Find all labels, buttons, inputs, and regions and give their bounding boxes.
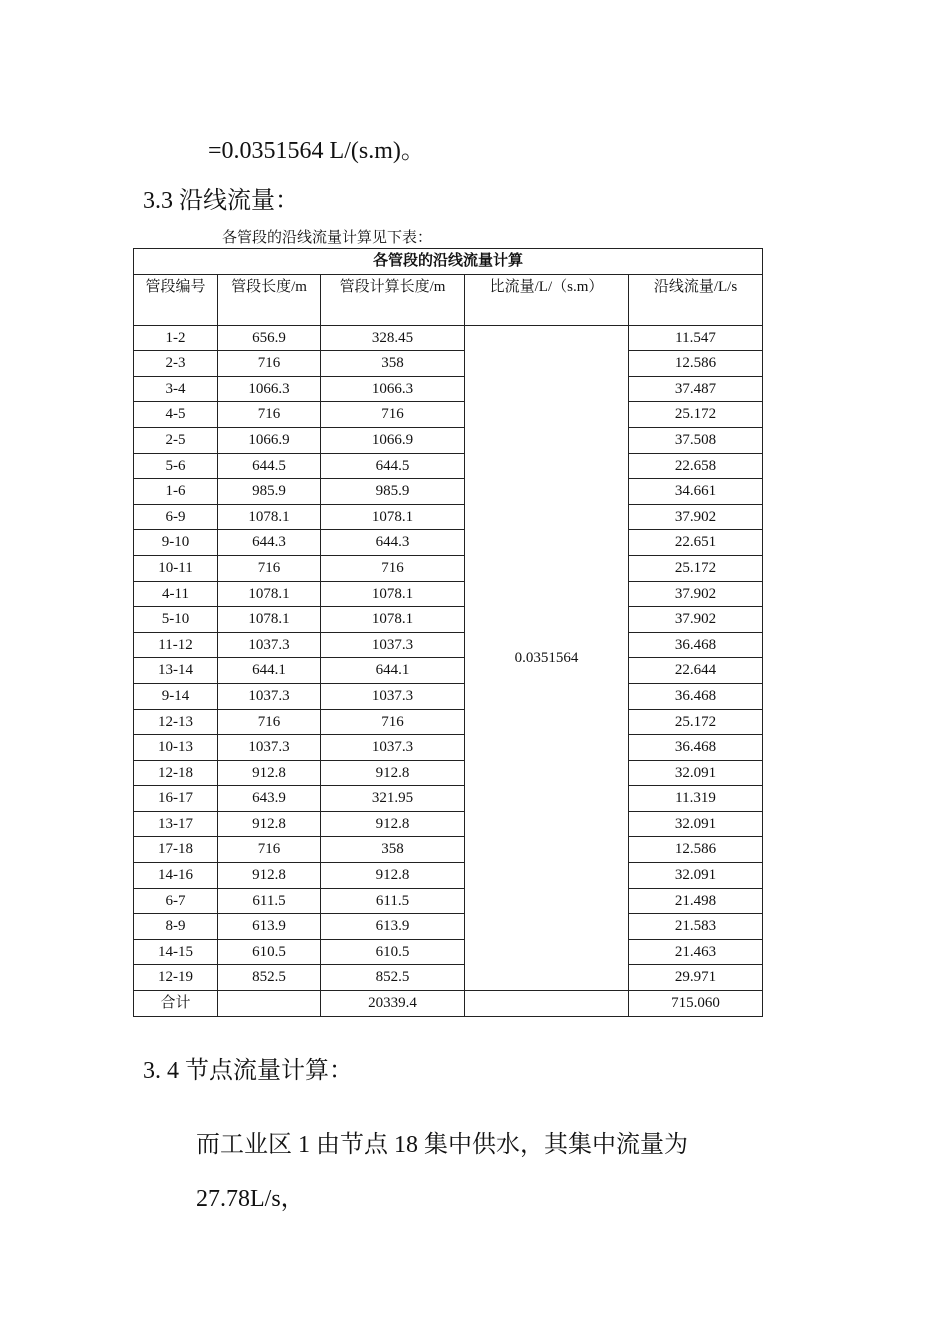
cell-calc-length: 328.45 [321,325,465,351]
table-header-row [134,274,763,325]
cell-line-flow: 29.971 [629,965,763,991]
cell-line-flow: 37.487 [629,376,763,402]
table-row [134,709,763,735]
cell-calc-length: 1078.1 [321,607,465,633]
paragraph-line-2: 27.78L/s， [196,1186,305,1212]
cell-line-flow: 22.644 [629,658,763,684]
table-row [134,683,763,709]
cell-pipe-length: 1037.3 [218,735,321,761]
specific-flow-formula: =0.0351564 L/(s.m)。 [208,138,425,164]
section-heading-3-3: 3.3 沿线流量： [143,188,299,214]
cell-line-flow: 37.902 [629,581,763,607]
cell-line-flow: 22.658 [629,453,763,479]
table-row [134,530,763,556]
cell-calc-length: 1037.3 [321,632,465,658]
table-row [134,939,763,965]
cell-pipe-length: 613.9 [218,914,321,940]
cell-pipe-id: 12-19 [134,965,218,991]
cell-line-flow: 32.091 [629,760,763,786]
table-caption: 各管段的沿线流量计算见下表： [222,230,433,246]
cell-line-flow: 21.583 [629,914,763,940]
paragraph-line-1: 而工业区 1 由节点 18 集中供水，其集中流量为 [196,1132,688,1158]
table-row [134,811,763,837]
cell-line-flow: 36.468 [629,683,763,709]
cell-pipe-id: 16-17 [134,786,218,812]
cell-calc-length: 852.5 [321,965,465,991]
cell-pipe-length: 643.9 [218,786,321,812]
cell-pipe-length: 716 [218,709,321,735]
table-row [134,325,763,351]
cell-calc-length: 985.9 [321,479,465,505]
section-heading-3-4: 3. 4 节点流量计算： [143,1058,353,1084]
cell-line-flow: 21.498 [629,888,763,914]
cell-calc-length: 321.95 [321,786,465,812]
header-pipe-id: 管段编号 [134,274,218,325]
total-ratio [465,991,629,1017]
cell-calc-length: 358 [321,837,465,863]
cell-calc-length: 644.5 [321,453,465,479]
table-row [134,914,763,940]
cell-pipe-id: 14-16 [134,863,218,889]
cell-line-flow: 32.091 [629,863,763,889]
cell-pipe-length: 611.5 [218,888,321,914]
cell-pipe-length: 912.8 [218,760,321,786]
cell-pipe-length: 644.1 [218,658,321,684]
cell-pipe-length: 716 [218,837,321,863]
table-row [134,402,763,428]
table-row [134,837,763,863]
total-length [218,991,321,1017]
table-row [134,351,763,377]
cell-line-flow: 37.508 [629,427,763,453]
cell-pipe-id: 4-5 [134,402,218,428]
cell-calc-length: 611.5 [321,888,465,914]
cell-pipe-length: 656.9 [218,325,321,351]
cell-pipe-id: 12-13 [134,709,218,735]
cell-pipe-id: 13-14 [134,658,218,684]
table-row [134,427,763,453]
cell-calc-length: 1078.1 [321,581,465,607]
cell-line-flow: 25.172 [629,555,763,581]
cell-pipe-id: 3-4 [134,376,218,402]
cell-line-flow: 37.902 [629,607,763,633]
cell-pipe-length: 1078.1 [218,504,321,530]
cell-pipe-length: 1078.1 [218,581,321,607]
cell-line-flow: 25.172 [629,402,763,428]
cell-line-flow: 36.468 [629,632,763,658]
cell-line-flow: 11.319 [629,786,763,812]
table-row [134,376,763,402]
table-row [134,888,763,914]
cell-pipe-id: 1-2 [134,325,218,351]
cell-pipe-length: 716 [218,351,321,377]
cell-calc-length: 716 [321,402,465,428]
cell-pipe-id: 5-10 [134,607,218,633]
cell-calc-length: 613.9 [321,914,465,940]
header-line-flow: 沿线流量/L/s [629,274,763,325]
cell-pipe-length: 985.9 [218,479,321,505]
cell-pipe-length: 716 [218,402,321,428]
header-pipe-length: 管段长度/m [218,274,321,325]
cell-pipe-id: 5-6 [134,453,218,479]
cell-line-flow: 12.586 [629,351,763,377]
header-specific-flow: 比流量/L/（s.m） [465,274,629,325]
total-calc-length: 20339.4 [321,991,465,1017]
table-row [134,863,763,889]
cell-pipe-length: 1078.1 [218,607,321,633]
cell-pipe-id: 17-18 [134,837,218,863]
cell-pipe-length: 912.8 [218,811,321,837]
table-title: 各管段的沿线流量计算 [134,249,763,275]
table-row [134,735,763,761]
cell-pipe-id: 4-11 [134,581,218,607]
cell-pipe-id: 9-14 [134,683,218,709]
cell-line-flow: 36.468 [629,735,763,761]
cell-pipe-length: 1066.9 [218,427,321,453]
header-calc-length: 管段计算长度/m [321,274,465,325]
cell-pipe-id: 13-17 [134,811,218,837]
table-row [134,965,763,991]
cell-pipe-id: 1-6 [134,479,218,505]
cell-pipe-id: 9-10 [134,530,218,556]
cell-line-flow: 12.586 [629,837,763,863]
cell-pipe-id: 6-7 [134,888,218,914]
total-flow: 715.060 [629,991,763,1017]
cell-pipe-length: 716 [218,555,321,581]
cell-line-flow: 11.547 [629,325,763,351]
cell-calc-length: 912.8 [321,863,465,889]
cell-calc-length: 1078.1 [321,504,465,530]
cell-line-flow: 34.661 [629,479,763,505]
cell-calc-length: 644.1 [321,658,465,684]
cell-pipe-id: 14-15 [134,939,218,965]
cell-calc-length: 610.5 [321,939,465,965]
cell-pipe-id: 8-9 [134,914,218,940]
cell-pipe-length: 1037.3 [218,683,321,709]
cell-line-flow: 37.902 [629,504,763,530]
cell-calc-length: 358 [321,351,465,377]
cell-pipe-id: 11-12 [134,632,218,658]
table-row [134,760,763,786]
cell-pipe-id: 2-5 [134,427,218,453]
cell-calc-length: 1037.3 [321,735,465,761]
pipe-flow-table [133,248,763,1017]
table-row [134,581,763,607]
cell-calc-length: 1066.9 [321,427,465,453]
cell-pipe-length: 852.5 [218,965,321,991]
table-row [134,504,763,530]
cell-pipe-id: 10-13 [134,735,218,761]
cell-calc-length: 912.8 [321,760,465,786]
cell-pipe-length: 1037.3 [218,632,321,658]
cell-pipe-id: 12-18 [134,760,218,786]
cell-calc-length: 1066.3 [321,376,465,402]
cell-pipe-length: 1066.3 [218,376,321,402]
cell-line-flow: 21.463 [629,939,763,965]
cell-calc-length: 716 [321,709,465,735]
table-row [134,555,763,581]
table-row [134,632,763,658]
table-total-row [134,991,763,1017]
table-row [134,479,763,505]
cell-pipe-length: 644.5 [218,453,321,479]
cell-pipe-length: 912.8 [218,863,321,889]
cell-calc-length: 1037.3 [321,683,465,709]
cell-pipe-id: 10-11 [134,555,218,581]
cell-pipe-length: 610.5 [218,939,321,965]
table-row [134,786,763,812]
cell-line-flow: 25.172 [629,709,763,735]
cell-pipe-id: 2-3 [134,351,218,377]
cell-pipe-length: 644.3 [218,530,321,556]
table-row [134,453,763,479]
table-row [134,658,763,684]
total-label: 合计 [134,991,218,1017]
cell-line-flow: 22.651 [629,530,763,556]
cell-pipe-id: 6-9 [134,504,218,530]
cell-specific-flow: 0.0351564 [465,325,629,990]
cell-line-flow: 32.091 [629,811,763,837]
cell-calc-length: 716 [321,555,465,581]
table-row [134,607,763,633]
cell-calc-length: 644.3 [321,530,465,556]
cell-calc-length: 912.8 [321,811,465,837]
